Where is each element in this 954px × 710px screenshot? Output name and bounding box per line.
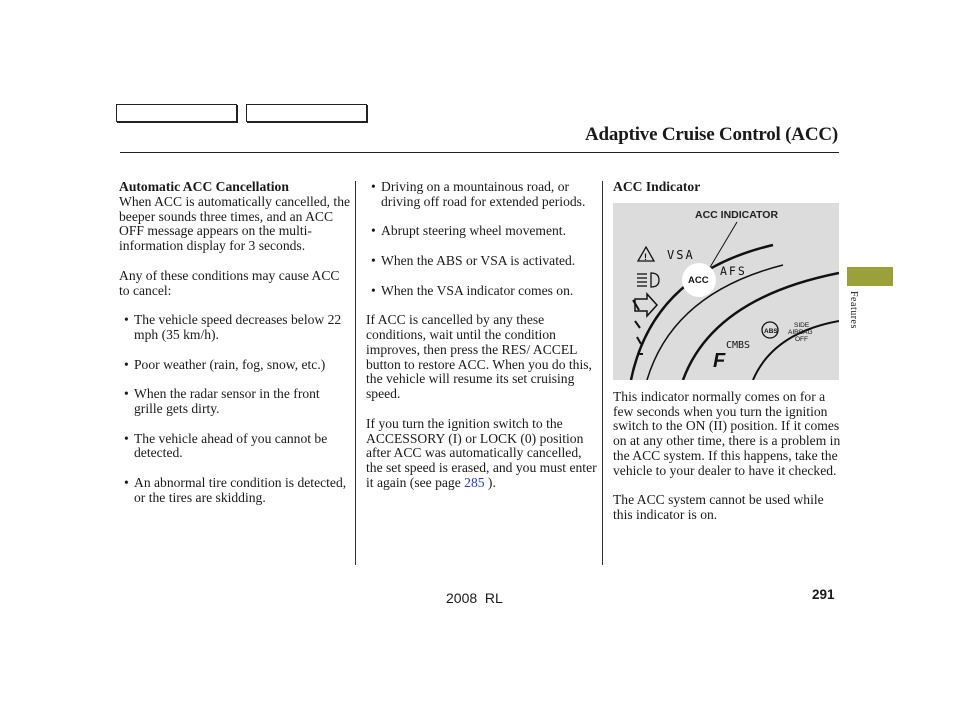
column-1 xyxy=(119,180,351,520)
column-2 xyxy=(366,180,598,506)
abs-label: ABS xyxy=(764,327,778,335)
callout-label: ACC INDICATOR xyxy=(695,208,779,221)
page-title: Adaptive Cruise Control (ACC) xyxy=(585,124,838,145)
svg-text:!: ! xyxy=(644,251,647,262)
paragraph: If ACC is cancelled by any these conditions, wait until the condition improves, then press the RES/ ACCEL button to restore ACC. When you do this, the vehicle will resume its set cruising speed. xyxy=(366,312,592,402)
paragraph: The ACC system cannot be used while this indicator is on. xyxy=(613,492,824,523)
column-3 xyxy=(613,180,841,538)
list-item: • The vehicle ahead of you cannot be detected. xyxy=(119,432,351,462)
side-airbag-label: OFF xyxy=(795,335,808,343)
previous-page-button[interactable] xyxy=(116,104,237,122)
page-link[interactable]: 285 xyxy=(464,474,485,490)
list-item: • When the VSA indicator comes on. xyxy=(366,284,598,299)
column-divider xyxy=(355,181,356,565)
list-item: • When the ABS or VSA is activated. xyxy=(366,254,598,269)
next-page-button[interactable] xyxy=(246,104,367,122)
list-item: • Poor weather (rain, fog, snow, etc.) xyxy=(119,358,351,373)
paragraph: This indicator normally comes on for a few seconds when you turn the ignition switch to the ON (II) position. If it comes on at any other time, there is a problem in the ACC system. If this happens, take the vehicle to your dealer to have it checked. xyxy=(613,388,841,478)
paragraph-text: If you turn the ignition switch to the ACCESSORY (I) or LOCK (0) position after ACC was automatically cancelled, the set speed is erased, and you must enter it again (see page xyxy=(366,415,597,490)
instrument-cluster-illustration xyxy=(613,203,839,380)
fuel-full-mark: F xyxy=(713,349,726,372)
list-item: • When the radar sensor in the front grille gets dirty. xyxy=(119,387,351,417)
paragraph xyxy=(366,417,598,491)
paragraph: Any of these conditions may cause ACC to cancel: xyxy=(119,267,340,298)
list-item: • Abrupt steering wheel movement. xyxy=(366,224,598,239)
turn-arrow-icon xyxy=(635,294,657,316)
column-divider xyxy=(602,181,603,565)
side-airbag-label: AIRBAG xyxy=(788,328,813,336)
bullet-list xyxy=(366,180,598,298)
acc-indicator-label: ACC xyxy=(688,274,709,286)
list-item: • An abnormal tire condition is detected, or the tires are skidding. xyxy=(119,476,351,506)
section-label: Features xyxy=(848,291,859,329)
list-item: • Driving on a mountainous road, or driving off road for extended periods. xyxy=(366,180,598,210)
headlight-icon xyxy=(637,273,659,287)
vsa-label: VSA xyxy=(667,247,695,262)
section-heading: ACC Indicator xyxy=(613,179,701,194)
page-number: 291 xyxy=(812,587,835,602)
section-heading: Automatic ACC Cancellation xyxy=(119,179,289,194)
side-airbag-label: SIDE xyxy=(794,321,810,329)
afs-label: AFS xyxy=(720,263,747,278)
instrument-cluster-figure xyxy=(613,203,839,380)
cmbs-label: CMBS xyxy=(726,339,751,351)
bullet-list xyxy=(119,313,351,505)
title-divider xyxy=(120,152,839,153)
section-tab[interactable] xyxy=(847,267,893,286)
list-item: • The vehicle speed decreases below 22 mph (35 km/h). xyxy=(119,313,351,343)
footer-model: 2008 RL xyxy=(446,590,503,606)
paragraph-text: ). xyxy=(484,474,496,490)
paragraph: When ACC is automatically cancelled, the beeper sounds three times, and an ACC OFF message appears on the multi-information display for 3 seconds. xyxy=(119,193,351,254)
